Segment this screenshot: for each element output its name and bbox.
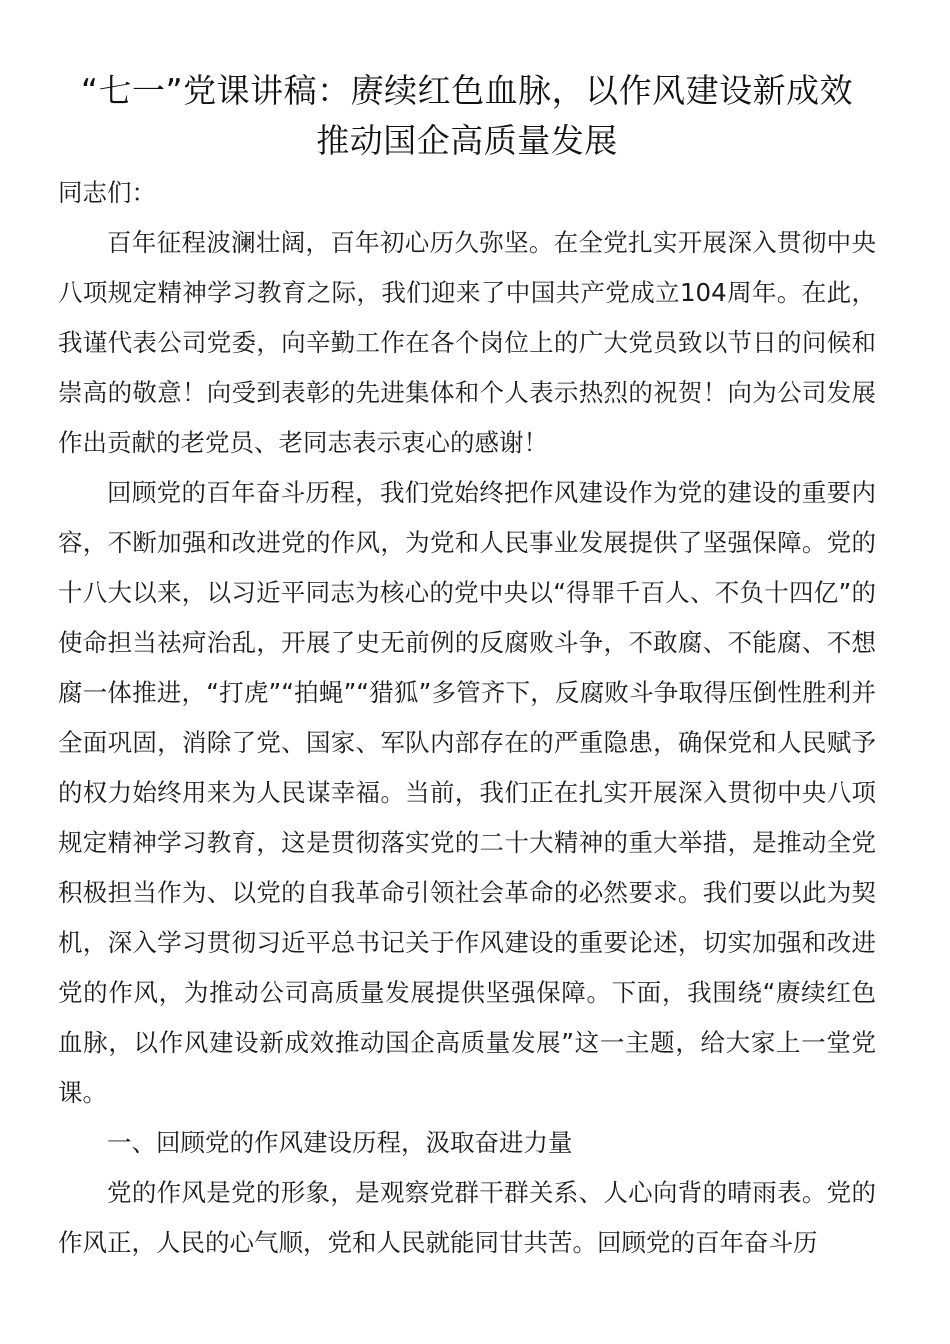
title-line-2: 推动国企高质量发展 <box>316 121 618 160</box>
title-line-1: “七一”党课讲稿：赓续红色血脉，以作风建设新成效 <box>80 71 854 110</box>
section-paragraph: 党的作风是党的形象，是观察党群干群关系、人心向背的晴雨表。党的作风正，人民的心气顺，党和人民就能同甘共苦。回顾党的百年奋斗历 <box>58 1178 876 1257</box>
paragraph-review: 回顾党的百年奋斗历程，我们党始终把作风建设作为党的建设的重要内容，不断加强和改进党的作风，为党和人民事业发展提供了坚强保障。党的十八大以来，以习近平同志为核心的党中央以“得罪千百人、不负十四亿”的使命担当祛疴治乱，开展了史无前例的反腐败斗争，不敢腐、不能腐、不想腐一体推进，“打虎”“拍蝇”“猎狐”多管齐下，反腐败斗争取得压倒性胜利并全面巩固，消除了党、国家、军队内部存在的严重隐患，确保党和人民赋予的权力始终用来为人民谋幸福。当前，我们正在扎实开展深入贯彻中央八项规定精神学习教育，这是贯彻落实党的二十大精神的重大举措，是推动全党积极担当作为、以党的自我革命引领社会革命的必然要求。我们要以此为契机，深入学习贯彻习近平总书记关于作风建设的重要论述，切实加强和改进党的作风，为推动公司高质量发展提供坚强保障。下面，我围绕“赓续红色血脉，以作风建设新成效推动国企高质量发展”这一主题，给大家上一堂党课。 <box>58 478 876 1107</box>
salutation: 同志们： <box>58 178 156 207</box>
section-heading: 一、回顾党的作风建设历程，汲取奋进力量 <box>107 1128 573 1157</box>
paragraph-intro: 百年征程波澜壮阔，百年初心历久弥坚。在全党扎实开展深入贯彻中央八项规定精神学习教育之际，我们迎来了中国共产党成立104周年。在此，我谨代表公司党委，向辛勤工作在各个岗位上的广大党员致以节日的问候和崇高的敬意！向受到表彰的先进集体和个人表示热烈的祝贺！向为公司发展作出贡献的老党员、老同志表示衷心的感谢！ <box>58 228 876 457</box>
document-title <box>58 66 876 166</box>
